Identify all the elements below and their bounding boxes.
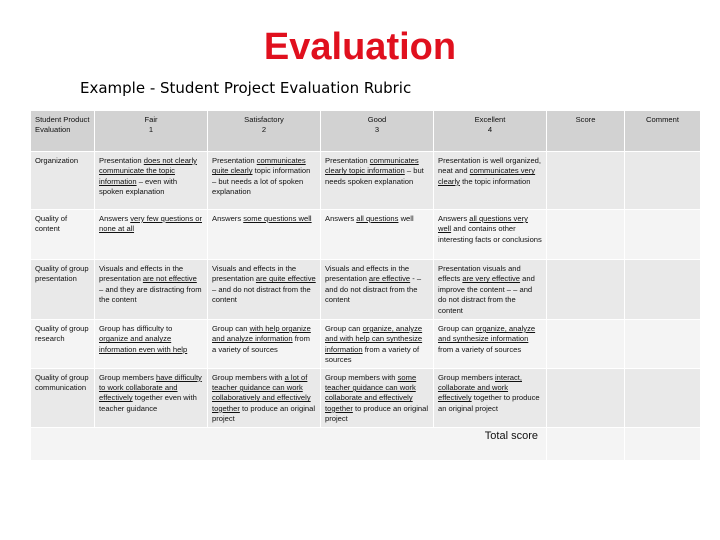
cell-fair: Group has difficulty to organize and analyze information even with help bbox=[95, 320, 208, 369]
cell-score[interactable] bbox=[547, 368, 625, 427]
cell-excellent: Presentation visuals and effects are very effective and improve the content – – and do not distract from the content bbox=[434, 260, 547, 320]
cell-comment[interactable] bbox=[625, 152, 701, 210]
header-fair bbox=[95, 111, 208, 152]
cell-satisfactory: Presentation communicates quite clearly topic information – but needs a lot of spoken explanation bbox=[208, 152, 321, 210]
cell-satisfactory: Answers some questions well bbox=[208, 210, 321, 260]
header-score: Score bbox=[547, 111, 625, 152]
cell-score[interactable] bbox=[547, 320, 625, 369]
cell-good: Presentation communicates clearly topic information – but needs spoken explanation bbox=[321, 152, 434, 210]
cell-good: Answers all questions well bbox=[321, 210, 434, 260]
cell-comment[interactable] bbox=[625, 368, 701, 427]
header-comment: Comment bbox=[625, 111, 701, 152]
header-criteria: Student Product Evaluation bbox=[31, 111, 95, 152]
cell-satisfactory: Visuals and effects in the presentation are quite effective – and do not distract from the content bbox=[208, 260, 321, 320]
cell-excellent: Presentation is well organized, neat and communicates very clearly the topic information bbox=[434, 152, 547, 210]
header-fair-label: Fair bbox=[144, 115, 158, 124]
page-title: Evaluation bbox=[263, 26, 457, 68]
cell-score[interactable] bbox=[547, 152, 625, 210]
header-good-points: 3 bbox=[374, 125, 380, 135]
header-satisfactory-label: Satisfactory bbox=[244, 115, 284, 124]
row-criterion: Quality of group presentation bbox=[31, 260, 95, 320]
table-row bbox=[31, 260, 701, 320]
cell-excellent: Group members interact, collaborate and work effectively together to produce an original project bbox=[434, 368, 547, 427]
row-criterion: Quality of content bbox=[31, 210, 95, 260]
page-subtitle: Example - Student Project Evaluation Rubric bbox=[80, 79, 412, 97]
table-row bbox=[31, 210, 701, 260]
header-excellent-points: 4 bbox=[487, 125, 493, 135]
header-excellent bbox=[434, 111, 547, 152]
cell-satisfactory: Group members with a lot of teacher guidance can work collaboratively and effectively together to produce an original project bbox=[208, 368, 321, 427]
cell-score[interactable] bbox=[547, 260, 625, 320]
cell-fair: Answers very few questions or none at all bbox=[95, 210, 208, 260]
total-comment-cell[interactable] bbox=[625, 427, 701, 460]
cell-good: Visuals and effects in the presentation are effective - – and do not distract from the content bbox=[321, 260, 434, 320]
rubric-table bbox=[30, 110, 701, 461]
table-row bbox=[31, 320, 701, 369]
cell-fair: Group members have difficulty to work collaborate and effectively together even with teacher guidance bbox=[95, 368, 208, 427]
cell-good: Group members with some teacher guidance can work collaborate and effectively together to produce an original project bbox=[321, 368, 434, 427]
header-good bbox=[321, 111, 434, 152]
cell-excellent: Answers all questions very well and contains other interesting facts or conclusions bbox=[434, 210, 547, 260]
cell-comment[interactable] bbox=[625, 210, 701, 260]
table-row bbox=[31, 368, 701, 427]
cell-fair: Visuals and effects in the presentation are not effective – and they are distracting from the content bbox=[95, 260, 208, 320]
header-satisfactory bbox=[208, 111, 321, 152]
row-criterion: Quality of group communication bbox=[31, 368, 95, 427]
cell-satisfactory: Group can with help organize and analyze information from a variety of sources bbox=[208, 320, 321, 369]
row-criterion: Quality of group research bbox=[31, 320, 95, 369]
row-criterion: Organization bbox=[31, 152, 95, 210]
header-row bbox=[31, 111, 701, 152]
header-good-label: Good bbox=[367, 115, 387, 124]
total-score-cell[interactable] bbox=[547, 427, 625, 460]
cell-comment[interactable] bbox=[625, 260, 701, 320]
cell-good: Group can organize, analyze and with help can synthesize information from a variety of sources bbox=[321, 320, 434, 369]
total-row bbox=[31, 427, 701, 460]
header-satisfactory-points: 2 bbox=[261, 125, 267, 135]
table-row bbox=[31, 152, 701, 210]
cell-score[interactable] bbox=[547, 210, 625, 260]
header-excellent-label: Excellent bbox=[474, 115, 506, 124]
header-fair-points: 1 bbox=[148, 125, 154, 135]
total-score-label: Total score bbox=[31, 427, 547, 460]
cell-excellent: Group can organize, analyze and synthesize information from a variety of sources bbox=[434, 320, 547, 369]
cell-comment[interactable] bbox=[625, 320, 701, 369]
cell-fair: Presentation does not clearly communicate the topic information – even with spoken explanation bbox=[95, 152, 208, 210]
